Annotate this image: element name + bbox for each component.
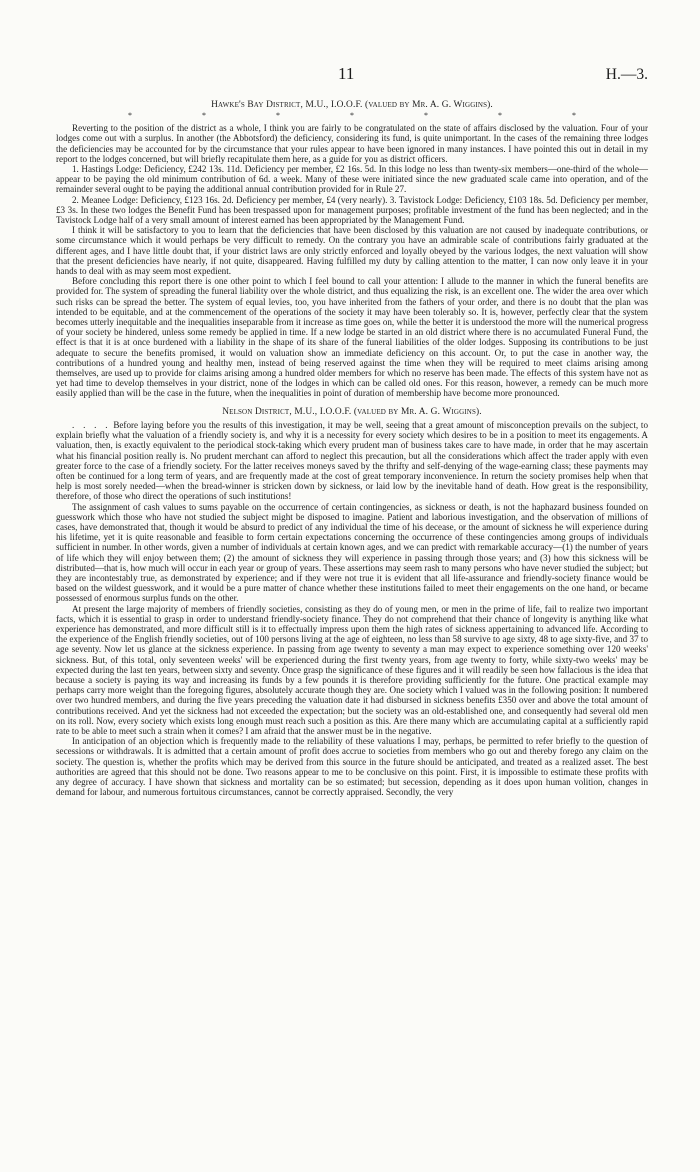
section-hawkes-bay <box>56 100 648 399</box>
section-heading: Nelson District, M.U., I.O.O.F. (valued by Mr. A. G. Wiggins). <box>222 406 482 417</box>
paragraph: 2. Meanee Lodge: Deficiency, £123 16s. 2d. Deficiency per member, £4 (very nearly). 3. Tavistock Lodge: Deficiency, £103 18s. 5d. Deficiency per member, £3 3s. In these two lodges the Benefit Fund has been trespassed upon for management purposes; profitable investment of the fund has been neglected; and in the Tavistock Lodge half of a very small amount of interest earned has been appropriated by the Management Fund. <box>56 194 648 226</box>
paragraph: 1. Hastings Lodge: Deficiency, £242 13s. 11d. Deficiency per member, £2 16s. 5d. In this lodge no less than twenty-six members—one-third of the whole—appear to be paying the old minimum contribution of 6d. a week. Many of these were initiated since the new graduated scale came into operation, and of the remainder several ought to be paying the additional annual contribution provided for in Rule 27. <box>56 164 648 195</box>
omission-ellipsis: . . . . <box>72 419 111 430</box>
paragraph: I think it will be satisfactory to you to learn that the deficiencies that have been disclosed by this valuation are not caused by inadequate contributions, or some circumstance which it would perhaps be very difficult to remedy. On the contrary you have an admirable scale of contributions fairly graduated at the different ages, and I have little doubt that, if your district laws are only strictly enforced and loyally obeyed by the various lodges, the next valuation will show that the present deficiencies have nearly, if not quite, disappeared. Having fulfilled my duty by calling attention to the matter, I can now only leave it in your hands to deal with as may seem most expedient. <box>56 225 648 277</box>
paragraph-text: Before laying before you the results of this investigation, it may be well, seeing that a great amount of misconception prevails on the subject, to explain briefly what the valuation of a friendly society is, and why it is a necessity for every society which desires to be in a position to meet its engagements. A valuation, then, is exactly equivalent to the periodical stock-taking which every prudent man of business takes care to have made, in order that he may ascertain what his financial position really is. No prudent merchant can afford to neglect this precaution, but all the considerations which affect the trader apply with even greater force to the case of a friendly society. For the latter receives moneys saved by the thrifty and self-denying of the wage-earning class; these payments may often be continued for a long term of years, and are frequently made at the cost of great temporary inconvenience. In return the society promises help when that help is most sorely needed—when the bread-winner is stricken down by sickness, or laid low by the inevitable hand of death. How great is the responsibility, therefore, of those who direct the operations of such institutions! <box>56 419 648 502</box>
paragraph: Reverting to the position of the district as a whole, I think you are fairly to be congratulated on the state of affairs disclosed by the valuation. Four of your lodges come out with a surplus. In another (the Abbotsford) the deficiency, considering its fund, is quite unimportant. In the cases of the remaining three lodges the deficiencies may be accounted for by the circumstance that your rules appear to have been ignored in many instances. I have pointed this out in detail in my report to the lodges concerned, but will briefly recapitulate them here, as a guide for you as district officers. <box>56 123 648 164</box>
paragraph: The assignment of cash values to sums payable on the occurrence of certain contingencies, as sickness or death, is not the haphazard business founded on guesswork which those who have not studied the subject might be disposed to imagine. Patient and laborious investigation, and the observation of millions of cases, have demonstrated that, though it would be absurd to predict of any individual the time of his decease, or the amount of sickness he will experience during his lifetime, yet it is quite reasonable and feasible to form certain expectations concerning the occurrence of these contingencies among groups of individuals sufficient in number. In other words, given a number of individuals at certain known ages, and we can predict with remarkable accuracy—(1) the number of years of life which they will enjoy between them; (2) the amount of sickness they will experience in passing through those years; and (3) how this sickness will be distributed—that is, how much will occur in each year or group of years. These assertions may seem rash to many persons who have never studied the subject; but they are incontestably true, as demonstrated by experience; and if they were not true it is evident that all life-assurance and friendly-society finance would be based on the wildest guesswork, and it would be a pure matter of chance whether these institutions failed to meet their engagements on the one hand, or became possessed of enormous surplus funds on the other. <box>56 501 648 604</box>
section-heading: Hawke's Bay District, M.U., I.O.O.F. (valued by Mr. A. G. Wiggins). <box>211 100 493 110</box>
omission-stars: * * * * * * * <box>128 111 610 121</box>
page-number: 11 <box>338 64 355 83</box>
document-reference: H.—3. <box>605 66 648 83</box>
paragraph: At present the large majority of members of friendly societies, consisting as they do of young men, or men in the prime of life, fail to realize two important facts, which it is essential to grasp in order to understand friendly-society finance. They do not comprehend that their chance of longevity is anything like what experience has demonstrated, and more difficult still is it to effectually impress upon them the high rates of sickness appertaining to advanced life. According to the experience of the English friendly societies, out of 100 persons living at the age of eighteen, no less than 58 survive to age sixty, 48 to age sixty-five, and 37 to age seventy. Now let us glance at the sickness experience. In passing from age twenty to seventy a man may expect to experience something over 120 weeks' sickness. But, of this total, only seventeen weeks' will be experienced during the first twenty years, from age twenty to forty, while sixty-two weeks' may be expected during the last ten years, between sixty and seventy. Once grasp the significance of these figures and it will readily be seen how fallacious is the idea that because a society is paying its way and increasing its funds by a few pounds it is therefore providing sufficiently for the future. One practical example may perhaps carry more weight than the foregoing figures, absolutely accurate though they are. One society which I valued was in the following position: It numbered over two hundred members, and during the five years preceding the valuation date it had disbursed in sickness benefits £350 over and above the total amount of contributions received. And yet the sickness had not exceeded the expectation; but the society was an old-established one, and consequently had several old men on its roll. Now, every society which exists long enough must reach such a position as this. Are there many which are accumulating capital at a sufficiently rapid rate to be able to meet such a strain when it comes? I am afraid that the answer must be in the negative. <box>56 603 648 736</box>
paragraph <box>56 420 648 502</box>
paragraph: In anticipation of an objection which is frequently made to the reliability of these valuations I may, perhaps, be permitted to refer briefly to the question of secessions or withdrawals. It is admitted that a certain amount of profit does accrue to societies from members who go out and thereby forego any claim on the society. The question is, whether the profits which may be derived from this source in the future should be anticipated, and treated as a realized asset. The best authorities are agreed that this should not be done. Two reasons appear to me to be conclusive on this point. First, it is impossible to estimate these profits with any degree of accuracy. I have shown that sickness and mortality can be so estimated; but secession, depending as it does upon human volition, changes in demand for labour, and numerous fortuitous circumstances, cannot be correctly appraised. Secondly, the very <box>56 736 648 798</box>
section-nelson <box>56 407 648 798</box>
paragraph: Before concluding this report there is one other point to which I feel bound to call your attention: I allude to the manner in which the funeral benefits are provided for. The system of spreading the funeral liability over the whole district, and thus equalizing the risk, is an excellent one. The wider the area over which such risks can be spread the better. The system of equal levies, too, you have inherited from the fathers of your order, and there is no doubt that the plan was intended to be equitable, and at the commencement of the operations of the society it may have been tolerably so. It is, however, perfectly clear that the system becomes utterly inequitable and the inequalities inseparable from it increase as time goes on, while the better it is understood the more will the numerical progress of your society be hindered, unless some remedy be applied in time. If a new lodge be started in an old district where there is no accumulated Funeral Fund, the effect is that it is at once burdened with a liability in the shape of its share of the funeral liabilities of the older lodges. Supposing its contributions to be just adequate to secure the benefits promised, it would on valuation show an immediate deficiency on this account. Or, to put the case in another way, the contributions of a hundred young and healthy men, instead of being reserved against the time when they will be required to meet claims arising among themselves, are used up to provide for claims arising among a hundred older members for which no reserve has been made. The effects of this system have not as yet had time to develop themselves in your district, none of the lodges in which can be called old ones. For this reason, however, a remedy can be much more easily applied than will be the case in the future, when the inequalities in point of duration of membership have become more pronounced. <box>56 276 648 399</box>
